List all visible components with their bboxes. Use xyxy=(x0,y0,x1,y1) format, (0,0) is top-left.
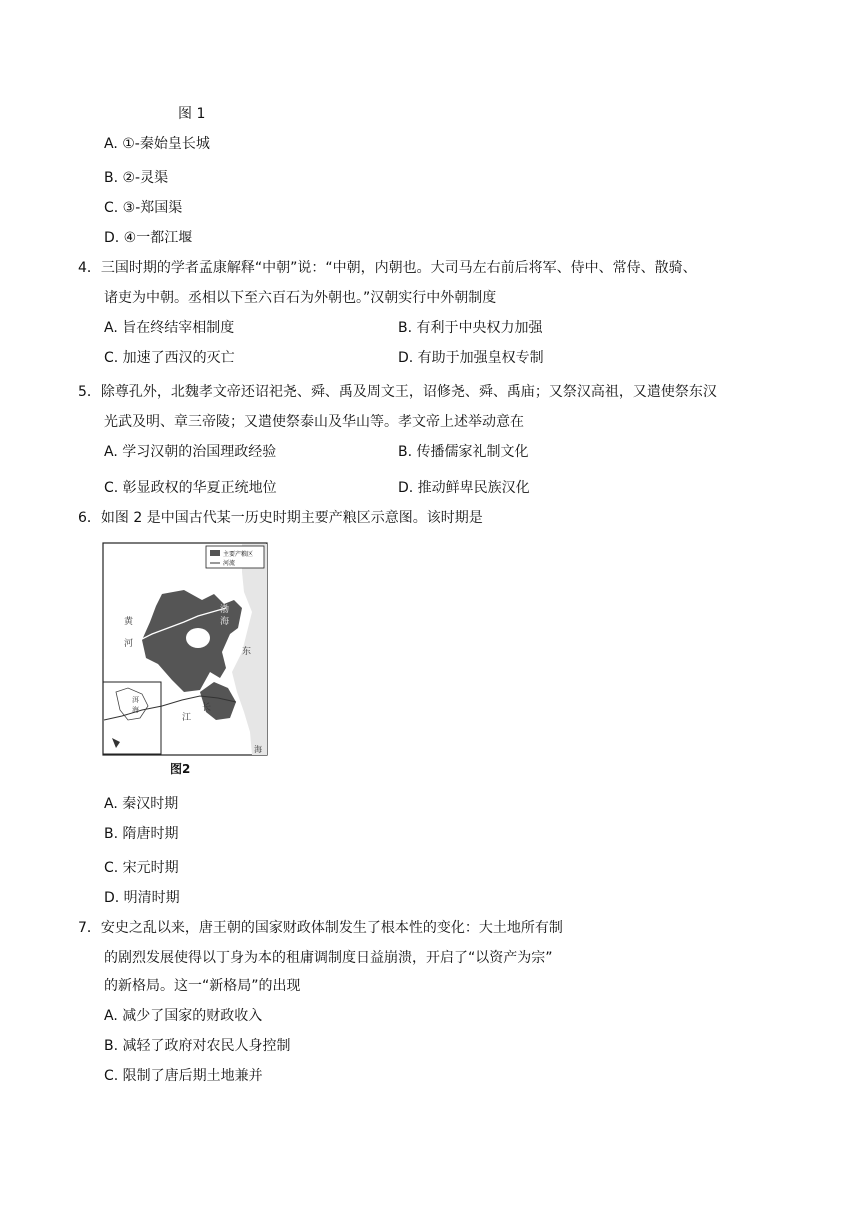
q6-option-d: D. 明清时期 xyxy=(104,890,180,906)
q4-stem-line-2: 诸吏为中朝。丞相以下至六百石为外朝也。”汉朝实行中外朝制度 xyxy=(104,290,497,306)
label-bo: 渤 xyxy=(220,605,230,615)
legend-swatch-grain xyxy=(210,550,220,556)
q6-option-c: C. 宋元时期 xyxy=(104,860,179,876)
q4-option-c: C. 加速了西汉的灭亡 xyxy=(104,350,235,366)
figure-1-caption: 图 1 xyxy=(178,106,206,122)
label-dong: 东 xyxy=(242,647,252,657)
q5-option-b: B. 传播儒家礼制文化 xyxy=(398,444,529,460)
lake xyxy=(186,628,210,648)
q4-stem-line-1: 4．三国时期的学者孟康解释“中朝”说：“中朝，内朝也。大司马左右前后将军、侍中、常侍、散骑、 xyxy=(78,260,697,276)
label-jiang: 江 xyxy=(182,713,192,723)
q4-option-b: B. 有利于中央权力加强 xyxy=(398,320,543,336)
label-huang: 黄 xyxy=(124,617,134,627)
q3-option-a: A. ①-秦始皇长城 xyxy=(104,136,210,152)
q7-stem-line-2: 的剧烈发展使得以丁身为本的租庸调制度日益崩溃，开启了“以资产为宗” xyxy=(104,950,553,966)
q7-option-b: B. 减轻了政府对农民人身控制 xyxy=(104,1038,291,1054)
q6-option-b: B. 隋唐时期 xyxy=(104,826,179,842)
label-he: 河 xyxy=(124,639,134,649)
q6-option-a: A. 秦汉时期 xyxy=(104,796,179,812)
legend-river-label: 河流 xyxy=(223,560,236,567)
q5-option-a: A. 学习汉朝的治国理政经验 xyxy=(104,444,277,460)
q5-option-d: D. 推动鲜卑民族汉化 xyxy=(398,480,530,496)
q7-option-a: A. 减少了国家的财政收入 xyxy=(104,1008,263,1024)
q7-stem-line-1: 7．安史之乱以来，唐王朝的国家财政体制发生了根本性的变化：大土地所有制 xyxy=(78,920,563,936)
q3-option-d: D. ④一都江堰 xyxy=(104,230,193,246)
legend-grain-label: 主要产粮区 xyxy=(223,551,254,558)
q5-stem-line-2: 光武及明、章三帝陵；又遣使祭泰山及华山等。孝文帝上述举动意在 xyxy=(104,414,524,430)
q6-stem-line-1: 6．如图 2 是中国古代某一历史时期主要产粮区示意图。该时期是 xyxy=(78,510,483,526)
q7-stem-line-3: 的新格局。这一“新格局”的出现 xyxy=(104,978,301,994)
q4-option-d: D. 有助于加强皇权专制 xyxy=(398,350,544,366)
q3-option-c: C. ③-郑国渠 xyxy=(104,200,183,216)
q5-option-c: C. 彰显政权的华夏正统地位 xyxy=(104,480,277,496)
label-hai-1: 海 xyxy=(220,617,230,627)
figure-2-caption: 图2 xyxy=(170,762,191,776)
grain-region-map xyxy=(102,542,268,756)
q5-stem-line-1: 5．除尊孔外，北魏孝文帝还诏祀尧、舜、禹及周文王，诏修尧、舜、禹庙；又祭汉高祖，又遣使祭东汉 xyxy=(78,384,717,400)
label-chang: 长 xyxy=(202,703,212,713)
q7-option-c: C. 限制了唐后期土地兼并 xyxy=(104,1068,263,1084)
q4-option-a: A. 旨在终结宰相制度 xyxy=(104,320,235,336)
label-hai-2: 海 xyxy=(254,745,262,754)
label-hai-3: 海 xyxy=(132,706,139,714)
q3-option-b: B. ②-灵渠 xyxy=(104,170,169,186)
label-er: 洱 xyxy=(132,696,139,704)
